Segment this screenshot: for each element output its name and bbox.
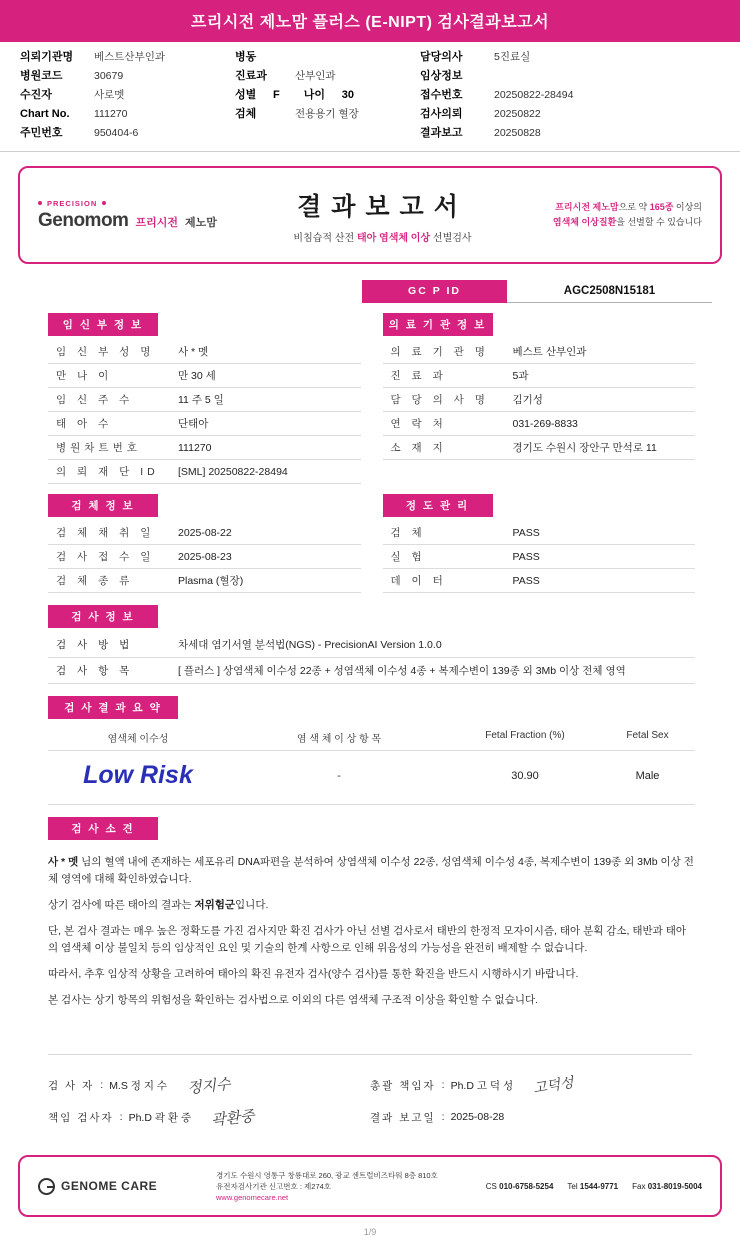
contact-cs-value: 010-6758-5254 — [499, 1181, 554, 1191]
contact-tel-value: 1544-9771 — [579, 1181, 619, 1191]
result-value-row — [48, 751, 695, 805]
subtitle-highlight: 태아 염색체 이상 — [356, 232, 431, 244]
table-row — [48, 569, 361, 593]
specimen-qc-sections — [48, 494, 695, 593]
signature-name: Ph.D 고 덕 성 — [450, 1079, 514, 1092]
note-line-1 — [527, 200, 702, 215]
header-field — [20, 69, 235, 84]
signature-colon: : — [100, 1079, 104, 1091]
field-value: 20250822-28494 — [494, 89, 574, 101]
header-field — [235, 50, 420, 65]
report-date-value: 2025-08-28 — [450, 1111, 505, 1123]
table-row — [48, 412, 361, 436]
result-risk-value: Low Risk — [83, 761, 193, 789]
genome-care-logo-text: GENOME CARE — [61, 1179, 158, 1193]
address-line-1: 경기도 수원시 영통구 창룡대로 260, 광교 센트럴비즈타워 8층 810호 — [216, 1170, 438, 1180]
bullet-dot-icon — [102, 201, 106, 205]
field-label: 수진자 — [20, 89, 52, 101]
field-value: 전용용기 혈장 — [295, 108, 359, 120]
row-value: 111270 — [168, 436, 361, 460]
field-value: 111270 — [94, 108, 128, 120]
row-value: 경기도 수원시 장안구 만석로 11 — [503, 436, 696, 460]
signature-block — [48, 1054, 692, 1133]
contact-fax — [632, 1182, 702, 1191]
field-value-age: 30 — [341, 89, 354, 101]
row-value: 사 * 멧 — [168, 340, 361, 364]
field-value: 베스트산부인과 — [94, 51, 166, 63]
note-line-2 — [527, 215, 702, 230]
header-field — [20, 50, 235, 65]
gcpid-value: AGC2508N15181 — [507, 280, 712, 303]
table-row — [48, 658, 695, 684]
row-value: 만 30 세 — [168, 364, 361, 388]
signature-label: 검 사 자 — [48, 1079, 95, 1092]
section-tag-pregnant-info: 임 신 부 정 보 — [48, 313, 158, 336]
subtitle-post: 선별검사 — [430, 232, 472, 244]
opinion-paragraph-2: 상기 검사에 따른 태아의 결과는 저위험군입니다. — [48, 899, 269, 911]
result-summary-section — [48, 696, 695, 805]
section-tag-opinion: 검 사 소 견 — [48, 817, 158, 840]
table-row — [383, 388, 696, 412]
table-row — [48, 632, 695, 658]
row-label: 병원차트번호 — [48, 436, 168, 460]
header-column-3 — [420, 50, 720, 141]
report-heading — [238, 187, 527, 244]
header-column-2 — [235, 50, 420, 141]
opinion-text — [48, 854, 695, 1009]
row-label: 검 체 종 류 — [48, 569, 168, 593]
gcpid-label: GC P ID — [362, 280, 507, 303]
header-column-1 — [20, 50, 235, 141]
table-row — [383, 521, 696, 545]
field-label: 검사의뢰 — [420, 108, 463, 120]
field-label-age: 나이 — [303, 89, 325, 101]
header-field — [20, 88, 235, 103]
signature-row — [48, 1101, 692, 1133]
row-value: PASS — [503, 521, 696, 545]
note-hl-1: 프리시전 제노맘 — [555, 202, 619, 212]
report-date — [370, 1110, 692, 1125]
signature-colon: : — [119, 1111, 123, 1123]
table-row — [383, 412, 696, 436]
signature-mark: 고덕성 — [532, 1074, 575, 1098]
note-text-1: 으로 약 — [618, 202, 650, 212]
row-label: 실 험 — [383, 545, 503, 569]
row-label: 만 나 이 — [48, 364, 168, 388]
header-field — [420, 126, 720, 141]
contact-fax-value: 031-8019-5004 — [647, 1181, 702, 1191]
section-tag-hospital-info: 의 료 기 관 정 보 — [383, 313, 493, 336]
signature-colon: : — [441, 1111, 445, 1123]
field-value: 산부인과 — [295, 70, 336, 82]
header-field — [420, 107, 720, 122]
footer-address — [216, 1170, 468, 1203]
result-fetal-fraction-value: 30.90 — [511, 769, 539, 782]
brand-name-kr1: 프리시전 — [135, 216, 178, 229]
row-label: 검 사 항 목 — [48, 658, 168, 684]
specimen-info-section — [48, 494, 361, 593]
header-field — [420, 69, 720, 84]
row-label: 검 사 접 수 일 — [48, 545, 168, 569]
result-fetal-sex-value: Male — [635, 769, 660, 782]
note-text-2: 이상의 — [673, 202, 702, 212]
contact-cs-label: CS — [485, 1181, 497, 1191]
result-header-fetal-fraction: Fetal Fraction (%) — [485, 730, 565, 741]
page-number: 1/9 — [363, 1227, 377, 1237]
brand-name-kr2: 제노맘 — [184, 216, 217, 229]
contact-fax-label: Fax — [632, 1181, 646, 1191]
header-field — [235, 69, 420, 84]
subtitle-pre: 비침습적 산전 — [293, 232, 357, 244]
pregnant-info-section — [48, 313, 361, 484]
header-field — [420, 50, 720, 65]
brand-name-en: Genomom — [38, 209, 129, 231]
signature-supervisor — [370, 1074, 692, 1098]
field-label: 담당의사 — [420, 51, 463, 63]
row-label: 태 아 수 — [48, 412, 168, 436]
row-label: 검 사 방 법 — [48, 632, 168, 658]
opinion-paragraph-4: 따라서, 추후 임상적 상황을 고려하여 태아의 확진 유전자 검사(양수 검사)를 통한 확진을 반드시 시행하시기 바랍니다. — [48, 968, 579, 980]
field-label: 진료과 — [235, 70, 267, 82]
table-row — [383, 569, 696, 593]
row-label: 의 뢰 재 단 ID — [48, 460, 168, 484]
row-value: 2025-08-23 — [168, 545, 361, 569]
result-header-aneuploidy: 염색체 이수성 — [107, 734, 169, 745]
row-value: 031-269-8833 — [503, 412, 696, 436]
result-header-row — [48, 725, 695, 751]
brand-name — [38, 210, 238, 232]
contact-tel-label: Tel — [567, 1181, 578, 1191]
row-label: 임 신 부 성 명 — [48, 340, 168, 364]
row-label: 담 당 의 사 명 — [383, 388, 503, 412]
signature-name: Ph.D 곽 환 중 — [128, 1111, 192, 1124]
header-field — [20, 126, 235, 141]
contact-cs — [486, 1182, 554, 1191]
field-label: 주민번호 — [20, 127, 63, 139]
opinion-subject-name: 사 * 멧 — [48, 856, 79, 868]
row-value: 11 주 5 일 — [168, 388, 361, 412]
table-row — [48, 460, 361, 484]
table-row — [48, 364, 361, 388]
field-label: 의뢰기관명 — [20, 51, 74, 63]
section-tag-test-info: 검 사 정 보 — [48, 605, 158, 628]
section-tag-qc: 정 도 관 리 — [383, 494, 493, 517]
opinion-paragraph-1 — [48, 854, 695, 888]
footer-contacts — [486, 1182, 702, 1191]
row-value: [ 플러스 ] 상염색체 이수성 22종 + 성염색체 이수성 4종 + 복제수변이 139종 외 3Mb 이상 전체 영역 — [168, 658, 695, 684]
table-row — [383, 340, 696, 364]
signature-label: 책임 검사자 — [48, 1111, 114, 1124]
field-value: 20250822 — [494, 108, 541, 120]
test-info-table — [48, 632, 695, 684]
row-value: 단태아 — [168, 412, 361, 436]
opinion-body-1: 님의 혈액 내에 존재하는 세포유리 DNA파편을 분석하여 상염색체 이수성 22종, 성염색체 이수성 4종, 복제수변이 139종 외 3Mb 이상 전체 영역에 대해 확인하였습니다. — [48, 856, 694, 885]
report-banner — [18, 166, 722, 264]
qc-section — [383, 494, 696, 593]
table-row — [48, 436, 361, 460]
field-label: 성별 — [235, 89, 257, 101]
table-row — [383, 545, 696, 569]
result-abnormal-items-value: - — [337, 769, 341, 782]
field-label: Chart No. — [20, 108, 70, 120]
signature-mark: 정지수 — [186, 1074, 232, 1097]
signature-row — [48, 1069, 692, 1101]
header-field — [235, 107, 420, 122]
section-tag-specimen-info: 검 체 정 보 — [48, 494, 158, 517]
report-heading-title: 결과보고서 — [297, 192, 468, 221]
opinion-section — [48, 817, 695, 840]
signature-tester — [48, 1075, 370, 1096]
genome-care-mark-icon — [38, 1178, 55, 1195]
table-row — [48, 545, 361, 569]
field-value: 사로멧 — [94, 89, 125, 101]
qc-table — [383, 521, 696, 593]
page-title: 프리시전 제노맘 플러스 (E-NIPT) 검사결과보고서 — [0, 0, 740, 42]
hospital-info-table — [383, 340, 696, 460]
report-heading-subtitle — [238, 229, 527, 244]
table-row — [48, 340, 361, 364]
field-label: 검체 — [235, 108, 257, 120]
table-row — [383, 364, 696, 388]
row-value: [SML] 20250822-28494 — [168, 460, 361, 484]
note-text-3: 을 선별할 수 있습니다 — [616, 217, 702, 227]
header-field-gender-age — [235, 88, 420, 103]
brand-tagline — [38, 199, 238, 208]
contact-tel — [567, 1182, 618, 1191]
row-label: 임 신 주 수 — [48, 388, 168, 412]
row-label: 연 락 처 — [383, 412, 503, 436]
row-label: 검 체 채 취 일 — [48, 521, 168, 545]
field-value: 950404-6 — [94, 127, 139, 139]
result-header-fetal-sex: Fetal Sex — [626, 730, 669, 741]
address-line-2: 유전자검사기관 신고번호 : 제274호 — [216, 1181, 332, 1191]
row-label: 소 재 지 — [383, 436, 503, 460]
field-label: 병동 — [235, 51, 257, 63]
row-value: 5과 — [503, 364, 696, 388]
row-value: 베스트 산부인과 — [503, 340, 696, 364]
opinion-risk-word: 저위험군 — [194, 899, 236, 911]
row-value: PASS — [503, 545, 696, 569]
row-value: 차세대 염기서열 분석법(NGS) - PrecisionAI Version 1.0.0 — [168, 632, 695, 658]
genome-care-logo — [38, 1178, 198, 1195]
field-value: 30679 — [94, 70, 124, 82]
table-row — [48, 521, 361, 545]
row-label: 의 료 기 관 명 — [383, 340, 503, 364]
row-label: 데 이 터 — [383, 569, 503, 593]
website-url[interactable]: www.genomecare.net — [216, 1192, 289, 1202]
specimen-info-table — [48, 521, 361, 593]
brand-precision-label: PRECISION — [47, 198, 98, 208]
test-info-section — [48, 605, 695, 684]
signature-mark: 곽환중 — [210, 1106, 256, 1129]
result-header-abnormal-items: 염 색 체 이 상 항 목 — [296, 734, 382, 745]
signature-name: M.S 정 지 수 — [109, 1079, 168, 1092]
pregnant-info-table — [48, 340, 361, 484]
row-value: Plasma (혈장) — [168, 569, 361, 593]
row-value: 2025-08-22 — [168, 521, 361, 545]
row-label: 검 체 — [383, 521, 503, 545]
signature-label: 총괄 책임자 — [370, 1079, 436, 1092]
table-row — [48, 388, 361, 412]
opinion-paragraph-5: 본 검사는 상기 항목의 위험성을 확인하는 검사법으로 이외의 다른 염색체 구조적 이상을 확인할 수 없습니다. — [48, 994, 539, 1006]
field-label: 병원코드 — [20, 70, 63, 82]
field-label: 접수번호 — [420, 89, 463, 101]
field-label: 결과보고 — [420, 127, 463, 139]
note-hl-3: 염색체 이상질환 — [552, 217, 617, 227]
hospital-info-section — [383, 313, 696, 484]
header-field — [20, 107, 235, 122]
row-value: PASS — [503, 569, 696, 593]
section-tag-result-summary: 검 사 결 과 요 약 — [48, 696, 178, 719]
header-field — [420, 88, 720, 103]
bullet-dot-icon — [38, 201, 42, 205]
table-row — [383, 436, 696, 460]
report-banner-note — [527, 200, 702, 230]
row-value: 김기성 — [503, 388, 696, 412]
signature-colon: : — [441, 1079, 445, 1091]
patient-header — [0, 42, 740, 152]
row-label: 진 료 과 — [383, 364, 503, 388]
note-hl-2: 165종 — [649, 202, 674, 212]
signature-lead-tester — [48, 1107, 370, 1128]
field-value: F — [273, 89, 280, 101]
report-date-label: 결과 보고일 — [370, 1111, 436, 1124]
gcpid-row — [0, 280, 712, 303]
info-sections — [48, 313, 695, 484]
opinion-paragraph-3: 단, 본 검사 결과는 매우 높은 정확도를 가진 검사지만 확진 검사가 아닌 선별 검사로서 태반의 한정적 모자이시즘, 태아 분획 감소, 태반과 태아의 염색체 이상 불일치 등의 임상적인 요인 및 기술의 한계 사항으로 인해 위음성의 가능성을 완전히 배제할 수 없습니다. — [48, 925, 687, 954]
field-label: 임상정보 — [420, 70, 463, 82]
field-value: 5진료실 — [494, 51, 531, 63]
field-value: 20250828 — [494, 127, 541, 139]
brand-logo — [38, 199, 238, 232]
